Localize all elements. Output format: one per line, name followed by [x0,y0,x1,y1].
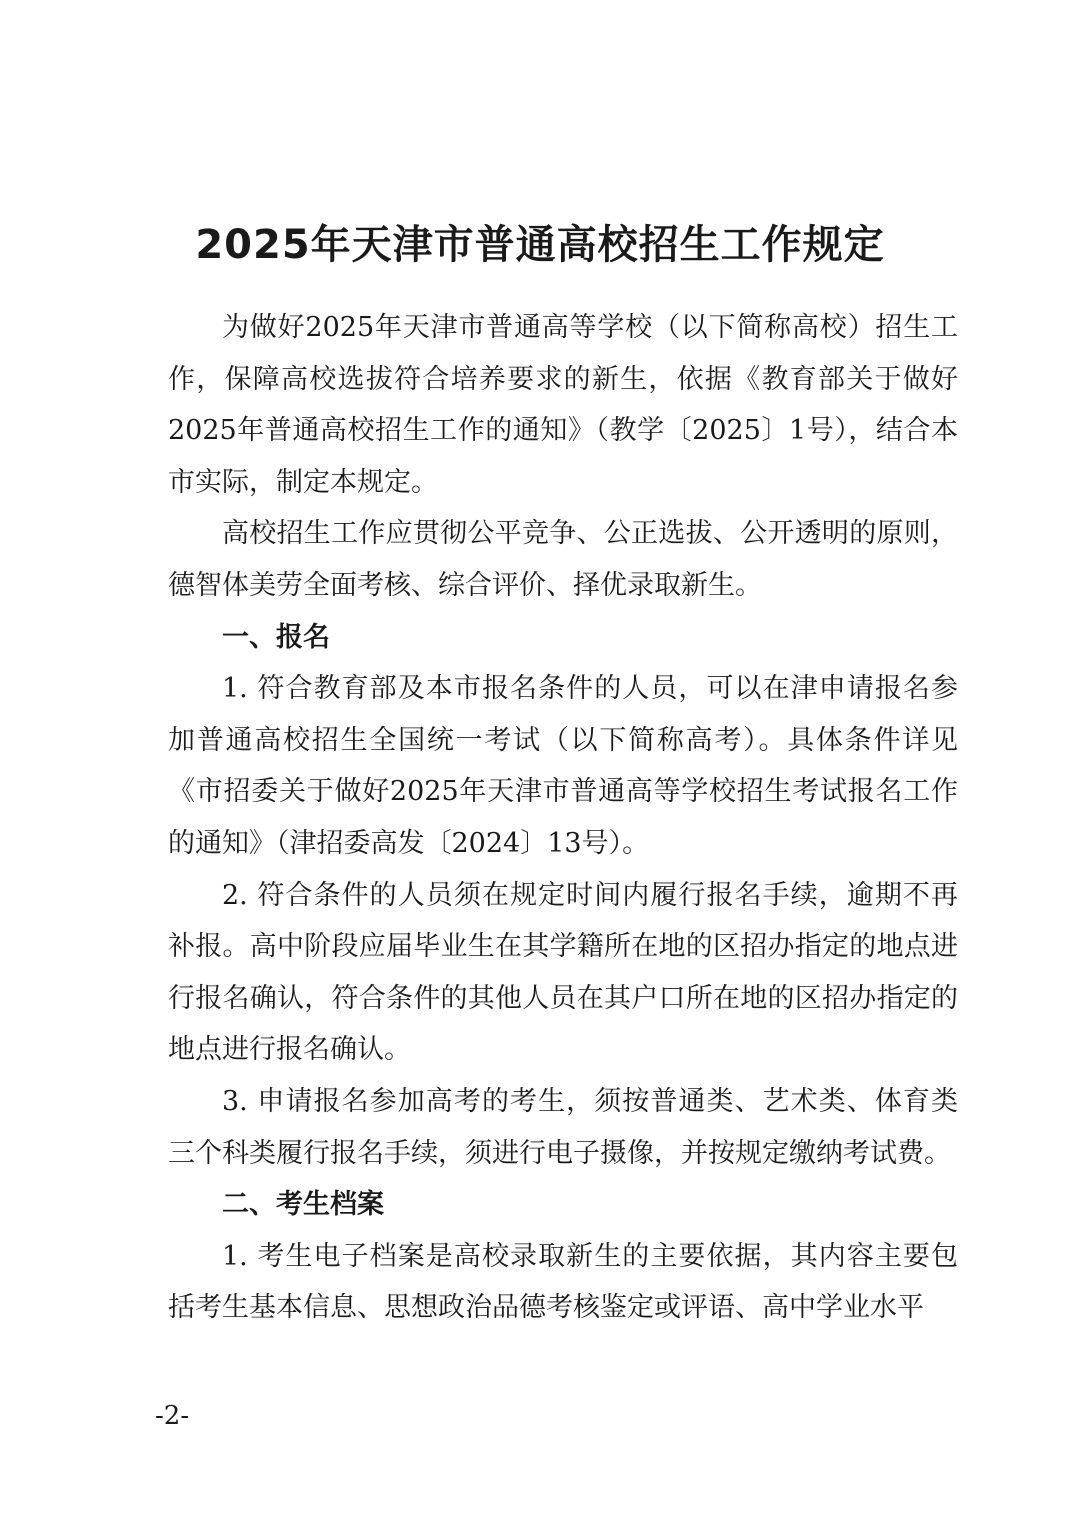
section-heading-archives: 二、考生档案 [222,1189,384,1221]
paragraph-registration-1: 1. 符合教育部及本市报名条件的人员，可以在津申请报名参加普通高校招生全国统一考试（以下简称高考）。具体条件详见《市招委关于做好2025年天津市普通高等学校招生考试报名工作的通知》（津招委高发〔2024〕13号）。 [168,673,958,859]
paragraph-principles: 高校招生工作应贯彻公平竞争、公正选拔、公开透明的原则，德智体美劳全面考核、综合评价、择优录取新生。 [168,518,958,601]
paragraph-archives-1: 1. 考生电子档案是高校录取新生的主要依据，其内容主要包括考生基本信息、思想政治品德考核鉴定或评语、高中学业水平 [168,1240,958,1324]
page-number: -2- [155,1401,190,1431]
section-heading-registration: 一、报名 [222,621,330,653]
paragraph-registration-2: 2. 符合条件的人员须在规定时间内履行报名手续，逾期不再补报。高中阶段应届毕业生在其学籍所在地的区招办指定的地点进行报名确认，符合条件的其他人员在其户口所在地的区招办指定的地点进行报名确认。 [168,879,958,1066]
document-body [168,302,958,1334]
document-title: 2025年天津市普通高校招生工作规定 [195,221,885,268]
paragraph-registration-3: 3. 申请报名参加高考的考生，须按普通类、艺术类、体育类三个科类履行报名手续，须进行电子摄像，并按规定缴纳考试费。 [168,1085,958,1169]
paragraph-intro: 为做好2025年天津市普通高等学校（以下简称高校）招生工作，保障高校选拔符合培养要求的新生，依据《教育部关于做好2025年普通高校招生工作的通知》（教学〔2025〕1号），结合本市实际，制定本规定。 [168,312,958,498]
